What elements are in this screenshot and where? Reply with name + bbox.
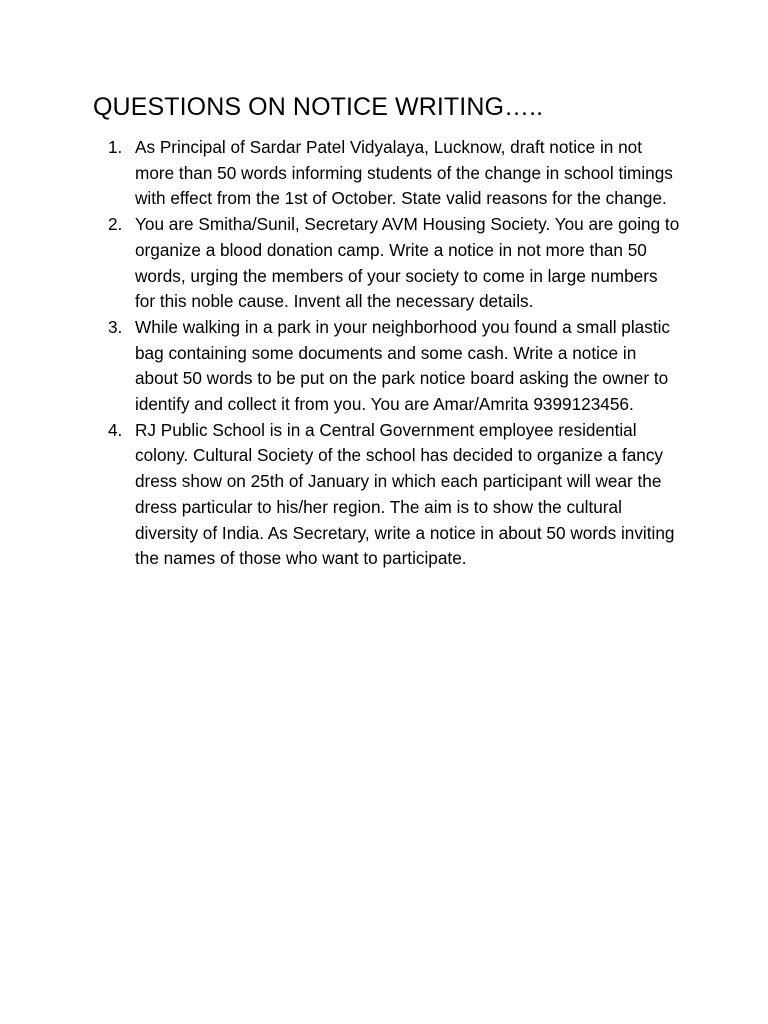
question-text: You are Smitha/Sunil, Secretary AVM Housing Society. You are going to organize a blood donation camp. Write a notice in not more than 50 words, urging the members of your society to come in large numbers for this noble cause. Invent all the necessary details. [135,214,680,312]
question-text: As Principal of Sardar Patel Vidyalaya, Lucknow, draft notice in not more than 50 words informing students of the change in school timings with effect from the 1st of October. State valid reasons for the change. [135,137,673,209]
question-number: 3. [108,316,123,337]
question-number: 2. [108,214,123,235]
question-list [108,135,680,572]
document-title: QUESTIONS ON NOTICE WRITING….. [93,93,544,121]
question-item-1 [108,135,680,212]
question-item-4 [108,418,680,572]
question-item-2 [108,212,680,315]
question-text: RJ Public School is in a Central Government employee residential colony. Cultural Society of the school has decided to organize a fancy dress show on 25th of January in which each participant will wear the dress particular to his/her region. The aim is to show the cultural diversity of India. As Secretary, write a notice in about 50 words inviting the names of those who want to participate. [135,419,675,569]
question-number: 1. [108,137,123,157]
question-number: 4. [108,419,123,440]
question-item-3 [108,315,680,418]
question-text: While walking in a park in your neighborhood you found a small plastic bag containing some documents and some cash. Write a notice in about 50 words to be put on the park notice board asking the owner to identify and collect it from you. You are Amar/Amrita 9399123456. [135,316,671,415]
